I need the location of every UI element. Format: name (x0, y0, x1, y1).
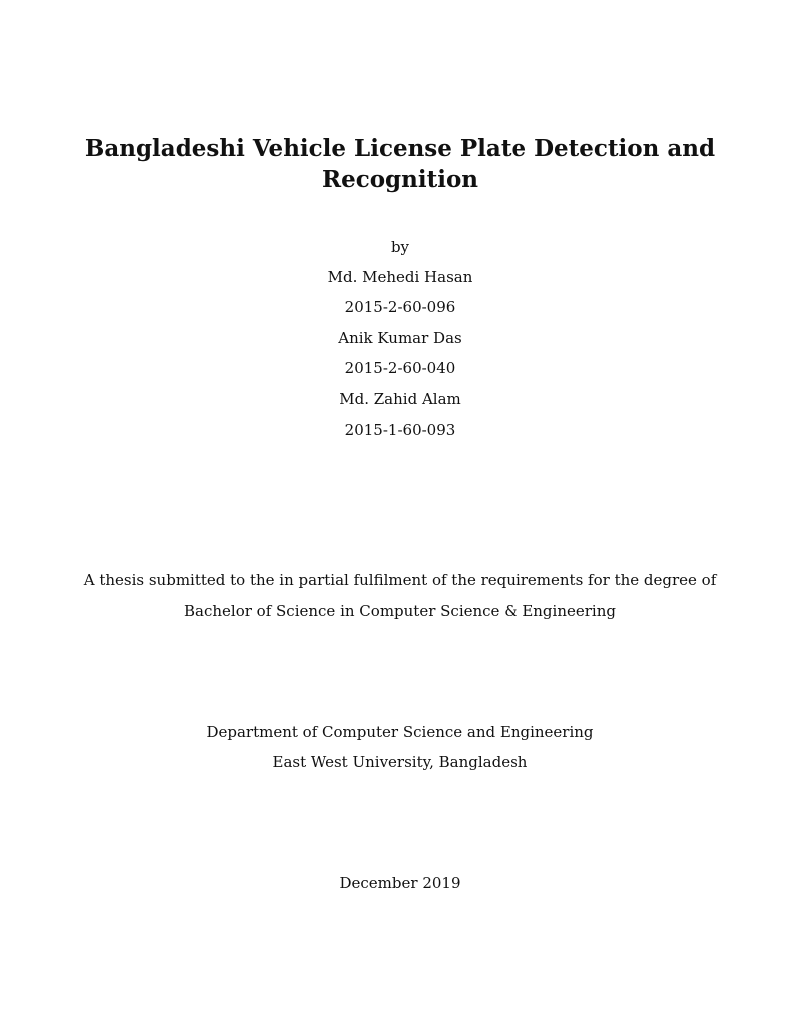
university-name: East West University, Bangladesh (272, 753, 528, 771)
byline: by (390, 238, 410, 256)
degree-name: Bachelor of Science in Computer Science & Engineering (184, 602, 616, 620)
author-name: Anik Kumar Das (338, 329, 462, 347)
department-name: Department of Computer Science and Engineering (206, 723, 594, 741)
author-name: Md. Mehedi Hasan (327, 268, 473, 286)
thesis-title-line-1: Bangladeshi Vehicle License Plate Detection and (84, 135, 716, 162)
author-id: 2015-1-60-093 (344, 421, 456, 439)
thesis-title-line-2: Recognition (321, 166, 479, 193)
submission-statement: A thesis submitted to the in partial fulfilment of the requirements for the degree of (83, 571, 717, 589)
author-id: 2015-2-60-096 (344, 298, 456, 316)
author-name: Md. Zahid Alam (339, 390, 461, 408)
submission-date: December 2019 (339, 874, 461, 892)
author-id: 2015-2-60-040 (344, 359, 456, 377)
